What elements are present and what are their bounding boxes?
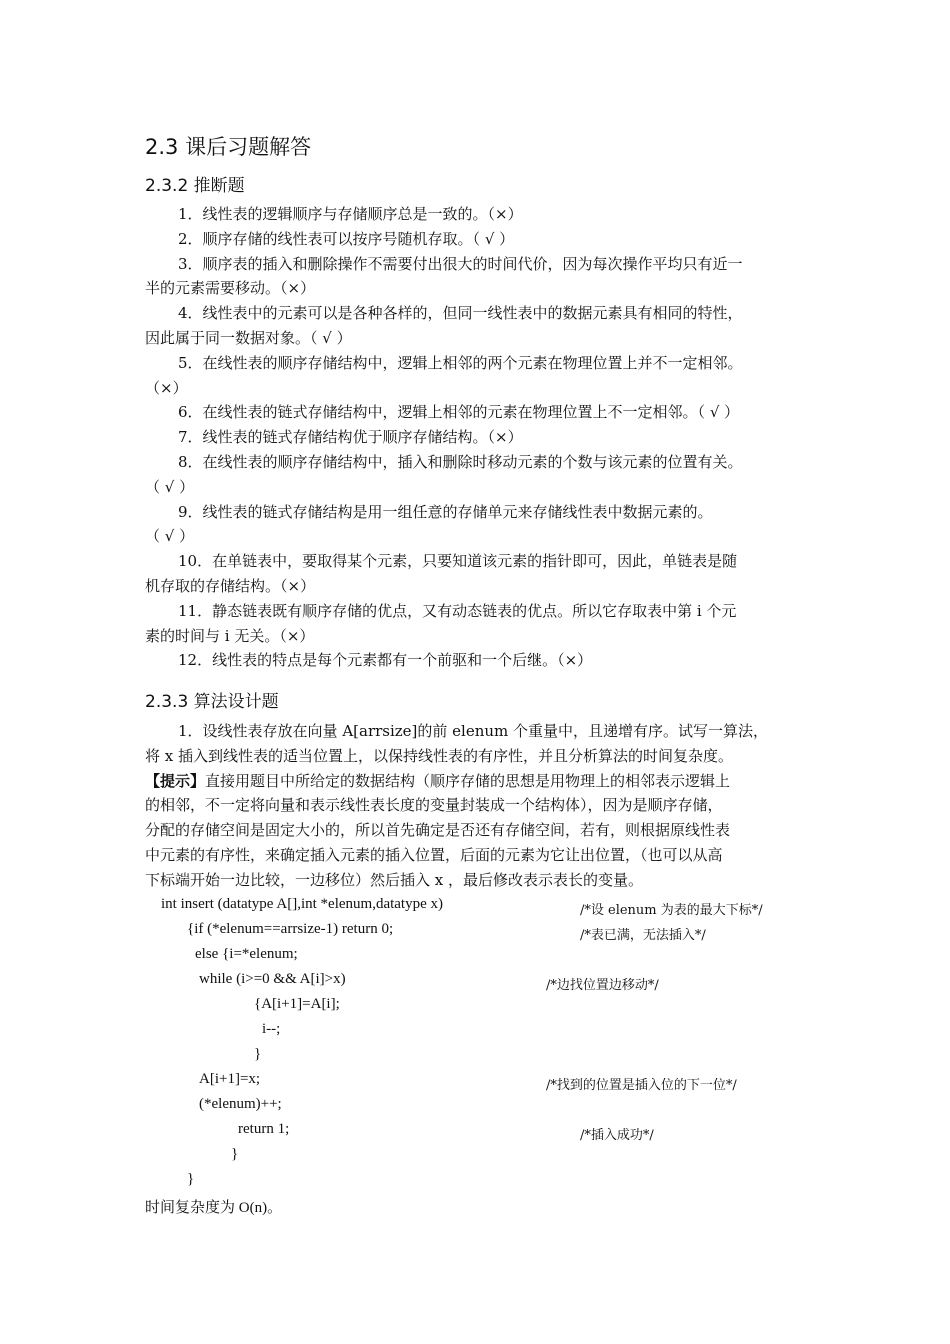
judge-item-9-cont: （ √ ） (145, 527, 195, 546)
judge-item-9: 9．线性表的链式存储结构是用一组任意的存储单元来存储线性表中数据元素的。 (178, 502, 713, 521)
judge-item-5-cont: （×） (145, 378, 188, 397)
judge-item-2: 2．顺序存储的线性表可以按序号随机存取。（ √ ） (178, 229, 515, 248)
judge-list (145, 202, 807, 673)
code-line-5: {A[i+1]=A[i]; (254, 996, 340, 1012)
hint-line-3: 分配的存储空间是固定大小的，所以首先确定是否还有存储空间，若有，则根据原线性表 (145, 821, 731, 840)
code-line-3: else {i=*elenum; (195, 946, 298, 962)
judge-section-title: 2.3.2 推断题 (145, 176, 245, 196)
judge-item-6: 6．在线性表的链式存储结构中，逻辑上相邻的元素在物理位置上不一定相邻。（ √ ） (178, 403, 740, 422)
judge-item-3: 3．顺序表的插入和删除操作不需要付出很大的时间代价，因为每次操作平均只有近一 (178, 254, 743, 273)
hint-text-1: 直接用题目中所给定的数据结构（顺序存储的思想是用物理上的相邻表示逻辑上 (205, 771, 731, 790)
judge-item-10-cont: 机存取的存储结构。（×） (145, 576, 316, 595)
judge-item-4-cont: 因此属于同一数据对象。（ √ ） (145, 328, 352, 347)
judge-item-3-cont: 半的元素需要移动。（×） (145, 279, 316, 298)
question-1-line-1: 1．设线性表存放在向量 A[arrsize]的前 elenum 个重量中，且递增有序。试写一算法， (178, 722, 769, 740)
question-1-line-2: 将 x 插入到线性表的适当位置上，以保持线性表的有序性，并且分析算法的时间复杂度。 (145, 746, 733, 765)
code-line-11: } (231, 1146, 239, 1162)
hint-line-1 (145, 769, 807, 794)
hint-label: 【提示】 (145, 771, 206, 790)
code-line-4: while (i>=0 && A[i]>x) (199, 971, 346, 987)
hint-line-2: 的相邻，不一定将向量和表示线性表长度的变量封装成一个结构体），因为是顺序存储， (145, 796, 723, 815)
code-line-12: } (187, 1171, 195, 1187)
code-line-7: } (254, 1046, 262, 1062)
hint-line-4: 中元素的有序性，来确定插入元素的插入位置，后面的元素为它让出位置，（也可以从高 (145, 845, 723, 864)
algo-question (145, 719, 807, 893)
code-comment-2: /*表已满，无法插入*/ (580, 928, 706, 943)
judge-item-1: 1．线性表的逻辑顺序与存储顺序总是一致的。（×） (178, 205, 523, 223)
judge-item-8: 8．在线性表的顺序存储结构中，插入和删除时移动元素的个数与该元素的位置有关。 (178, 452, 743, 471)
judge-item-10: 10．在单链表中，要取得某个元素，只要知道该元素的指针即可，因此，单链表是随 (178, 552, 738, 571)
hint-line-5: 下标端开始一边比较，一边移位）然后插入 x ，最后修改表示表长的变量。 (145, 870, 643, 889)
judge-item-7: 7．线性表的链式存储结构优于顺序存储结构。（×） (178, 428, 523, 447)
judge-item-11: 11．静态链表既有顺序存储的优点，又有动态链表的优点。所以它存取表中第 i 个元 (178, 601, 737, 620)
code-line-6: i--; (262, 1021, 281, 1037)
section-title: 2.3 课后习题解答 (145, 135, 312, 159)
code-line-10: return 1; (238, 1121, 290, 1137)
judge-item-11-cont: 素的时间与 i 无关。（×） (145, 626, 315, 645)
code-line-2: {if (*elenum==arrsize-1) return 0; (187, 921, 394, 937)
code-comment-4: /*找到的位置是插入位的下一位*/ (546, 1078, 737, 1093)
judge-item-12: 12．线性表的特点是每个元素都有一个前驱和一个后继。（×） (178, 651, 593, 670)
complexity-text: 时间复杂度为 O(n)。 (145, 1200, 283, 1216)
code-line-9: (*elenum)++; (199, 1096, 282, 1112)
judge-item-4: 4．线性表中的元素可以是各种各样的，但同一线性表中的数据元素具有相同的特性， (178, 304, 743, 323)
code-comment-1: /*设 elenum 为表的最大下标*/ (580, 903, 763, 918)
code-comment-3: /*边找位置边移动*/ (546, 978, 659, 993)
judge-item-8-cont: （ √ ） (145, 477, 195, 496)
algo-section-title: 2.3.3 算法设计题 (145, 692, 279, 712)
code-line-1: int insert (datatype A[],int *elenum,datatype x) (161, 896, 443, 912)
code-line-8: A[i+1]=x; (199, 1071, 261, 1087)
judge-item-5: 5．在线性表的顺序存储结构中，逻辑上相邻的两个元素在物理位置上并不一定相邻。 (178, 353, 743, 372)
code-comment-5: /*插入成功*/ (580, 1128, 654, 1143)
